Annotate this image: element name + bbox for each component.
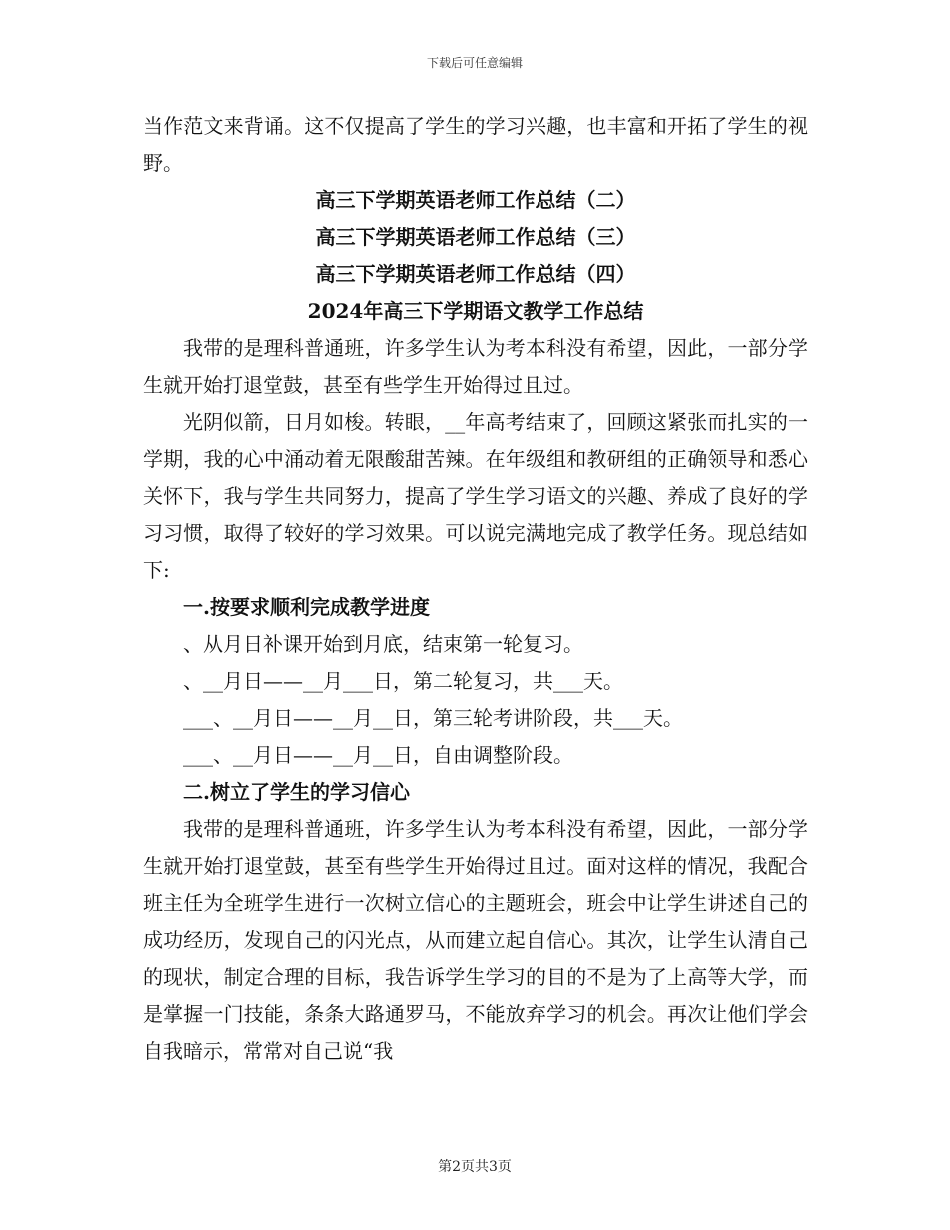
list-item-review-2: 、__月日——__月___日，第二轮复习，共___天。 bbox=[183, 669, 623, 693]
document-title: 2024年高三下学期语文教学工作总结 bbox=[307, 299, 644, 323]
heading-confidence: 二.树立了学生的学习信心 bbox=[183, 780, 410, 804]
section-title-4: 高三下学期英语老师工作总结（四） bbox=[315, 262, 636, 286]
list-item-review-3: ___、__月日——__月__日，第三轮考讲阶段，共___天。 bbox=[183, 706, 683, 730]
list-item-review-1: 、从月日补课开始到月底，结束第一轮复习。 bbox=[183, 632, 583, 656]
document-body bbox=[143, 108, 808, 1070]
paragraph-continued: 当作范文来背诵。这不仅提高了学生的学习兴趣，也丰富和开拓了学生的视野。 bbox=[143, 114, 808, 175]
paragraph-intro: 我带的是理科普通班，许多学生认为考本科没有希望，因此，一部分学生就开始打退堂鼓，甚至有些学生开始得过且过。 bbox=[143, 336, 808, 397]
heading-progress: 一.按要求顺利完成教学进度 bbox=[183, 595, 430, 619]
section-title-3: 高三下学期英语老师工作总结（三） bbox=[315, 225, 636, 249]
page-number: 第2页共3页 bbox=[438, 1159, 512, 1175]
list-item-adjust: ___、__月日——__月__日，自由调整阶段。 bbox=[183, 743, 573, 767]
section-title-2: 高三下学期英语老师工作总结（二） bbox=[315, 188, 636, 212]
paragraph-confidence: 我带的是理科普通班，许多学生认为考本科没有希望，因此，一部分学生就开始打退堂鼓，甚至有些学生开始得过且过。面对这样的情况，我配合班主任为全班学生进行一次树立信心的主题班会，班会中让学生讲述自己的成功经历，发现自己的闪光点，从而建立起自信心。其次，让学生认清自己的现状，制定合理的目标，我告诉学生学习的目的不是为了上高等大学，而是掌握一门技能，条条大路通罗马，不能放弃学习的机会。再次让他们学会自我暗示，常常对自己说“我 bbox=[143, 817, 808, 1063]
page-header-note: 下载后可任意编辑 bbox=[426, 56, 523, 70]
paragraph-summary: 光阴似箭，日月如梭。转眼，__年高考结束了，回顾这紧张而扎实的一学期，我的心中涌动着无限酸甜苦辣。在年级组和教研组的正确领导和悉心关怀下，我与学生共同努力，提高了学生学习语文的兴趣、养成了良好的学习习惯，取得了较好的学习效果。可以说完满地完成了教学任务。现总结如下: bbox=[143, 410, 808, 582]
